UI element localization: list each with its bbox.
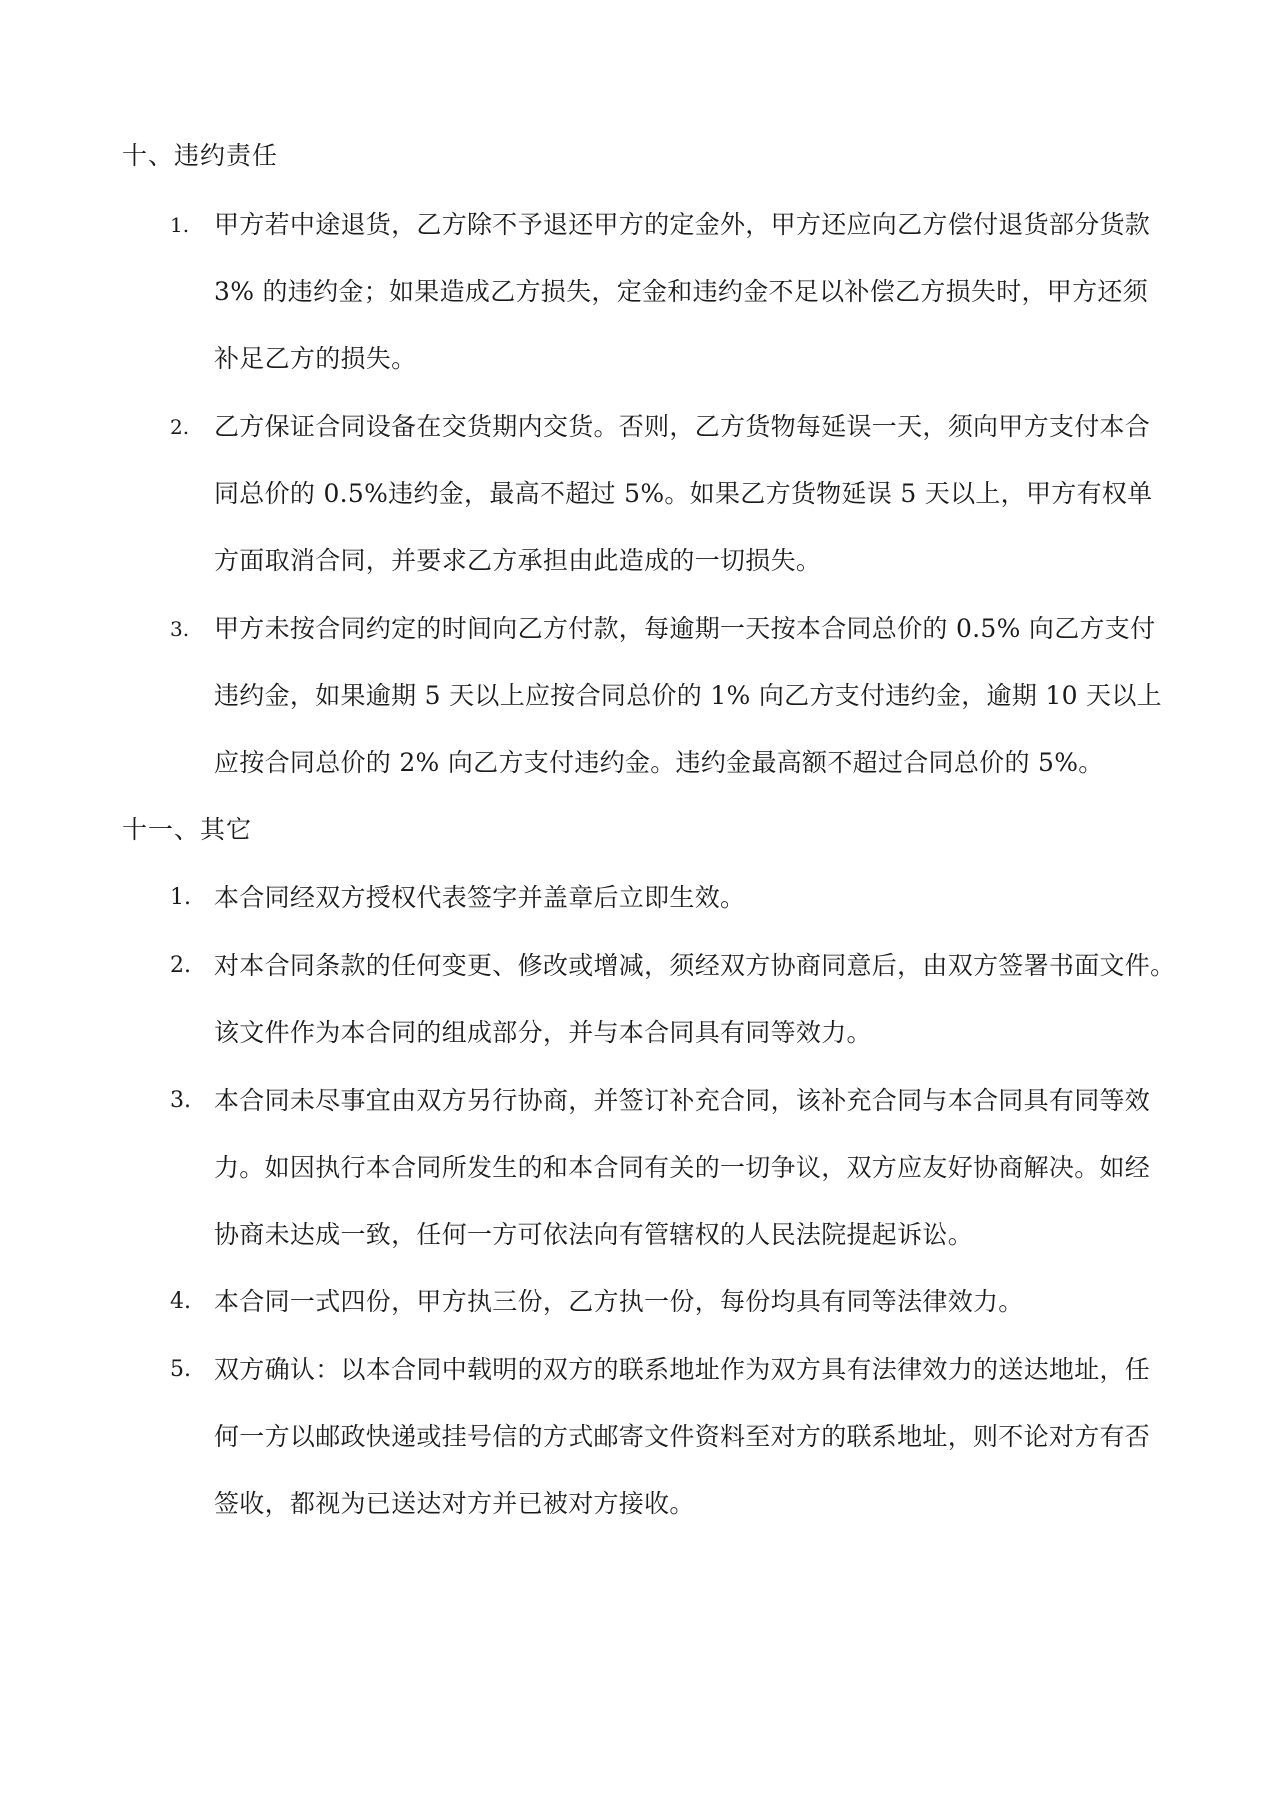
- section-heading-other: 十一、其它: [122, 815, 253, 844]
- clause-number: 4.: [170, 1289, 191, 1314]
- clause-text-line: 对本合同条款的任何变更、修改或增减，须经双方协商同意后，由双方签署书面文件。: [214, 951, 1176, 980]
- clause-number: 3.: [170, 617, 190, 641]
- clause-text-line: 双方确认：以本合同中载明的双方的联系地址作为双方具有法律效力的送达地址，任: [214, 1355, 1151, 1384]
- section-heading-breach-liability: 十、违约责任: [122, 141, 279, 170]
- clause-text-line: 补足乙方的损失。: [214, 344, 417, 373]
- clause-text-line: 同总价的 0.5%违约金，最高不超过 5%。如果乙方货物延误 5 天以上，甲方有权单: [214, 479, 1153, 508]
- clause-text-line: 本合同经双方授权代表签字并盖章后立即生效。: [214, 883, 746, 912]
- clause-text-line: 本合同一式四份，甲方执三份，乙方执一份，每份均具有同等法律效力。: [214, 1287, 1024, 1316]
- clause-text-line: 甲方若中途退货，乙方除不予退还甲方的定金外，甲方还应向乙方偿付退货部分货款: [214, 210, 1151, 239]
- clause-text-line: 违约金，如果逾期 5 天以上应按合同总价的 1% 向乙方支付违约金，逾期 10 天以上: [214, 681, 1162, 710]
- clause-number: 2.: [170, 415, 190, 439]
- clause-number: 5.: [170, 1357, 191, 1382]
- clause-text-line: 协商未达成一致，任何一方可依法向有管辖权的人民法院提起诉讼。: [214, 1220, 974, 1249]
- clause-text-line: 签收，都视为已送达对方并已被对方接收。: [214, 1489, 695, 1518]
- clause-number: 1.: [170, 213, 190, 237]
- clause-text-line: 该文件作为本合同的组成部分，并与本合同具有同等效力。: [214, 1018, 872, 1047]
- clause-text-line: 甲方未按合同约定的时间向乙方付款，每逾期一天按本合同总价的 0.5% 向乙方支付: [214, 614, 1156, 643]
- clause-text-line: 何一方以邮政快递或挂号信的方式邮寄文件资料至对方的联系地址，则不论对方有否: [214, 1422, 1151, 1451]
- clause-text-line: 乙方保证合同设备在交货期内交货。否则，乙方货物每延误一天，须向甲方支付本合: [214, 412, 1151, 441]
- clause-number: 3.: [170, 1088, 191, 1113]
- clause-text-line: 方面取消合同，并要求乙方承担由此造成的一切损失。: [214, 546, 822, 575]
- clause-number: 1.: [170, 885, 191, 910]
- clause-text-line: 3% 的违约金；如果造成乙方损失，定金和违约金不足以补偿乙方损失时，甲方还须: [214, 277, 1149, 306]
- clause-text-line: 力。如因执行本合同所发生的和本合同有关的一切争议，双方应友好协商解决。如经: [214, 1153, 1151, 1182]
- clause-text-line: 本合同未尽事宜由双方另行协商，并签订补充合同，该补充合同与本合同具有同等效: [214, 1086, 1151, 1115]
- clause-number: 2.: [170, 953, 191, 978]
- clause-text-line: 应按合同总价的 2% 向乙方支付违约金。违约金最高额不超过合同总价的 5%。: [214, 748, 1104, 777]
